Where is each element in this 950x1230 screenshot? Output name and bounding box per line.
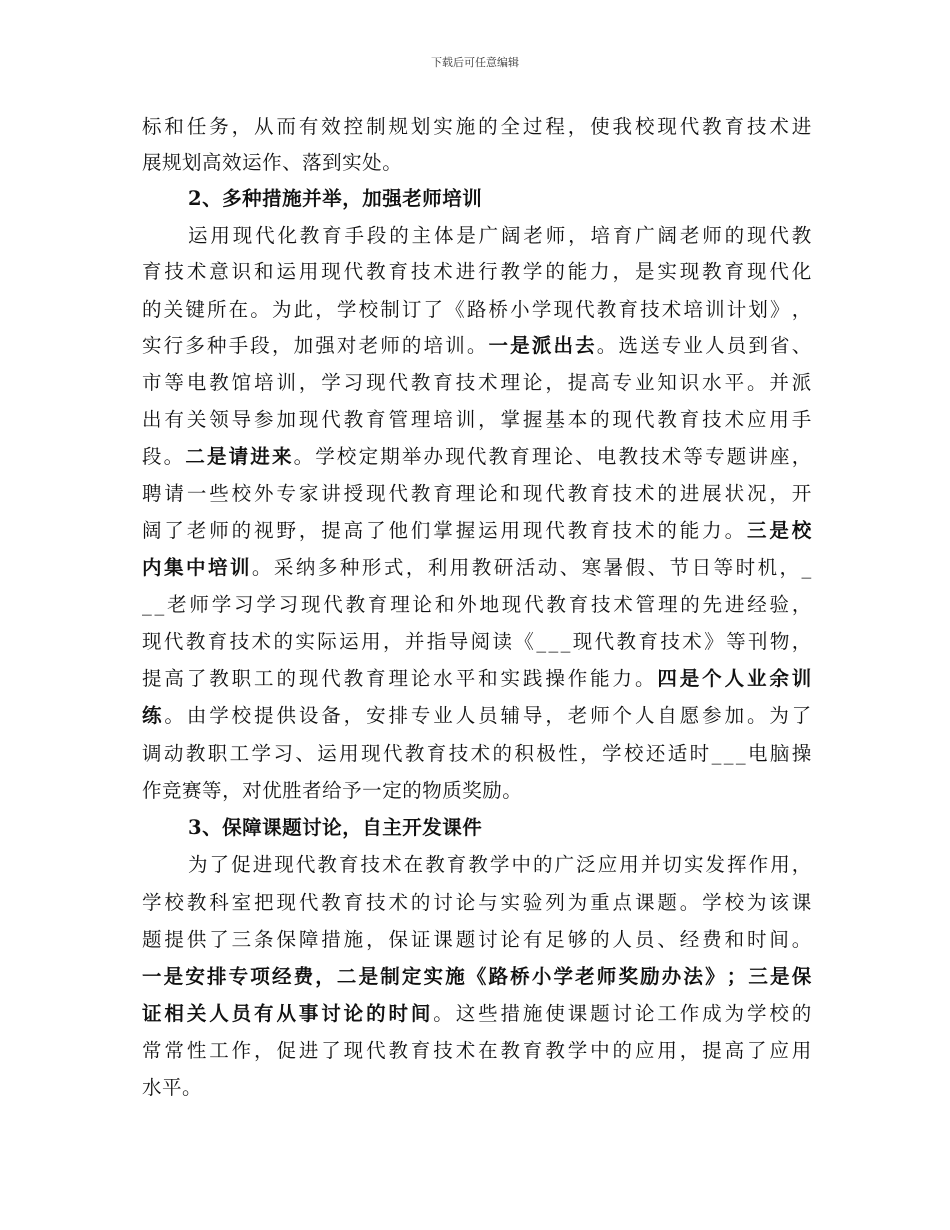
text-line: 2、多种措施并举，加强老师培训: [188, 187, 483, 210]
text-line: 聘 请 一 些 校 外 专 家 讲 授 现 代 教 育 理 论 和 现 代 教 育 技 术 的 进 展 状 况 ， 开: [142, 482, 812, 505]
text-line: 展规划高效运作、落到实处。: [142, 151, 403, 174]
text-line: 常 常 性 工 作 ， 促 进 了 现 代 教 育 技 术 在 教 育 教 学 中 的 应 用 ， 提 高 了 应 用: [142, 1039, 812, 1062]
text-line: 练 。 由 学 校 提 供 设 备 ， 安 排 专 业 人 员 辅 导 ， 老 师 个 人 自 愿 参 加 。 为 了: [142, 704, 812, 727]
text-line: 现 代 教 育 技 术 的 实 际 运 用 ， 并 指 导 阅 读 《 _ _ _ 现 代 教 育 技 术 》 等 刊 物 ，: [142, 630, 812, 653]
text-line: _ _ 老 师 学 习 学 习 现 代 教 育 理 论 和 外 地 现 代 教 育 技 术 管 理 的 先 进 经 验 ，: [142, 593, 812, 616]
text-line: 出 有 关 领 导 参 加 现 代 教 育 管 理 培 训 ， 掌 握 基 本 的 现 代 教 育 技 术 应 用 手: [142, 408, 812, 431]
text-line: 学 校 教 科 室 把 现 代 教 育 技 术 的 讨 论 与 实 验 列 为 重 点 课 题 。 学 校 为 该 课: [142, 891, 812, 914]
text-line: 标 和 任 务 ， 从 而 有 效 控 制 规 划 实 施 的 全 过 程 ， 使 我 校 现 代 教 育 技 术 进: [142, 115, 812, 138]
text-line: 提 高 了 教 职 工 的 现 代 教 育 理 论 水 平 和 实 践 操 作 能 力 。 四 是 个 人 业 余 训: [142, 667, 812, 690]
text-line: 为 了 促 进 现 代 教 育 技 术 在 教 育 教 学 中 的 广 泛 应 用 并 切 实 发 挥 作 用 ，: [188, 853, 812, 876]
text-line: 题 提 供 了 三 条 保 障 措 施 ， 保 证 课 题 讨 论 有 足 够 的 人 员 、 经 费 和 时 间 。: [142, 928, 812, 951]
text-line: 段 。 二 是 请 进 来 。 学 校 定 期 举 办 现 代 教 育 理 论 、 电 教 技 术 等 专 题 讲 座 ，: [142, 445, 812, 468]
text-line: 调 动 教 职 工 学 习 、 运 用 现 代 教 育 技 术 的 积 极 性 ， 学 校 还 适 时 _ _ _ 电 脑 操: [142, 742, 812, 765]
text-line: 市 等 电 教 馆 培 训 ， 学 习 现 代 教 育 技 术 理 论 ， 提 高 专 业 知 识 水 平 。 并 派: [142, 371, 812, 394]
page-header: 下载后可任意编辑: [431, 56, 519, 69]
text-line: 的 关 键 所 在 。 为 此 ， 学 校 制 订 了 《 路 桥 小 学 现 代 教 育 技 术 培 训 计 划 》 ，: [142, 298, 812, 321]
text-line: 育 技 术 意 识 和 运 用 现 代 教 育 技 术 进 行 教 学 的 能 力 ， 是 实 现 教 育 现 代 化: [142, 260, 812, 283]
text-line: 实 行 多 种 手 段 ， 加 强 对 老 师 的 培 训 。 一 是 派 出 去 。 选 送 专 业 人 员 到 省 、: [142, 334, 812, 357]
text-line: 阔 了 老 师 的 视 野 ， 提 高 了 他 们 掌 握 运 用 现 代 教 育 技 术 的 能 力 。 三 是 校: [142, 519, 812, 542]
text-line: 水平。: [142, 1076, 203, 1099]
text-line: 作竞赛等，对优胜者给予一定的物质奖励。: [142, 779, 523, 802]
text-line: 一 是 安 排 专 项 经 费 ， 二 是 制 定 实 施 《 路 桥 小 学 老 师 奖 励 办 法 》 ； 三 是 保: [142, 965, 812, 988]
text-line: 3、保障课题讨论，自主开发课件: [188, 816, 483, 839]
text-line: 内 集 中 培 训 。 采 纳 多 种 形 式 ， 利 用 教 研 活 动 、 寒 暑 假 、 节 日 等 时 机 ， _: [142, 556, 812, 579]
text-line: 证 相 关 人 员 有 从 事 讨 论 的 时 间 。 这 些 措 施 使 课 题 讨 论 工 作 成 为 学 校 的: [142, 1002, 812, 1025]
text-line: 运 用 现 代 化 教 育 手 段 的 主 体 是 广 阔 老 师 ， 培 育 广 阔 老 师 的 现 代 教: [188, 224, 812, 247]
